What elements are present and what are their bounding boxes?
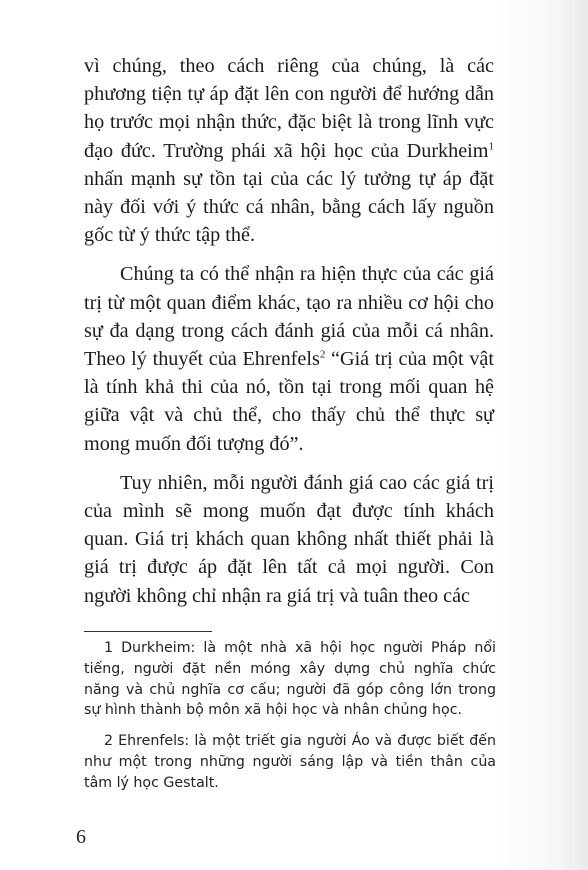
- footnote-ref-1: 1: [488, 139, 494, 152]
- page-number: 6: [76, 826, 86, 848]
- footnote-1: 1 Durkheim: là một nhà xã hội học người Pháp nổi tiếng, người đặt nền móng xây dựng chủ nghĩa chức năng và chủ nghĩa cơ cấu; người đã góp công lớn trong sự hình thành bộ môn xã hội học và nhân chủng học.: [84, 640, 496, 719]
- paragraph-1: [84, 52, 494, 249]
- footnote-ref-2: 2: [319, 348, 326, 361]
- footnote-2: 2 Ehrenfels: là một triết gia người Áo và được biết đến như một trong những người sáng lập và tiền thân của tâm lý học Gestalt.: [84, 733, 496, 791]
- paragraph-2-text: Chúng ta có thể nhận ra hiện thực của các giá trị từ một quan điểm khác, tạo ra nhiều cơ hội cho sự đa dạng trong cách đánh giá của mỗi cá nhân. Theo lý thuyết của Ehrenfels: [84, 263, 494, 371]
- paragraph-2-text-rest: “Giá trị của một vật là tính khả thi của nó, tồn tại trong mối quan hệ giữa vật và chủ thể, cho thấy chủ thể thực sự mong muốn đối tượng đó”.: [84, 348, 494, 455]
- body-text: [84, 52, 494, 610]
- footnotes: [84, 638, 496, 794]
- footnote-divider: [84, 631, 212, 632]
- paragraph-3: Tuy nhiên, mỗi người đánh giá cao các giá trị của mình sẽ mong muốn đạt được tính khách quan. Giá trị khách quan không nhất thiết phải là giá trị được áp đặt lên tất cả mọi người. Con người không chỉ nhận ra giá trị và tuân theo các: [84, 471, 494, 607]
- footnote-ref-name-durkheim: Durkheim: [406, 139, 489, 162]
- paragraph-1-text: vì chúng, theo cách riêng của chúng, là các phương tiện tự áp đặt lên con người để hướng dẫn họ trước mọi nhận thức, đặc biệt là trong lĩnh vực đạo đức. Trường phái xã hội học của: [84, 55, 494, 162]
- paragraph-2: [84, 260, 494, 457]
- paragraph-1-text-rest: nhấn mạnh sự tồn tại của các lý tưởng tự áp đặt này đối với ý thức cá nhân, bằng cách lấy nguồn gốc từ ý thức tập thể.: [84, 167, 494, 247]
